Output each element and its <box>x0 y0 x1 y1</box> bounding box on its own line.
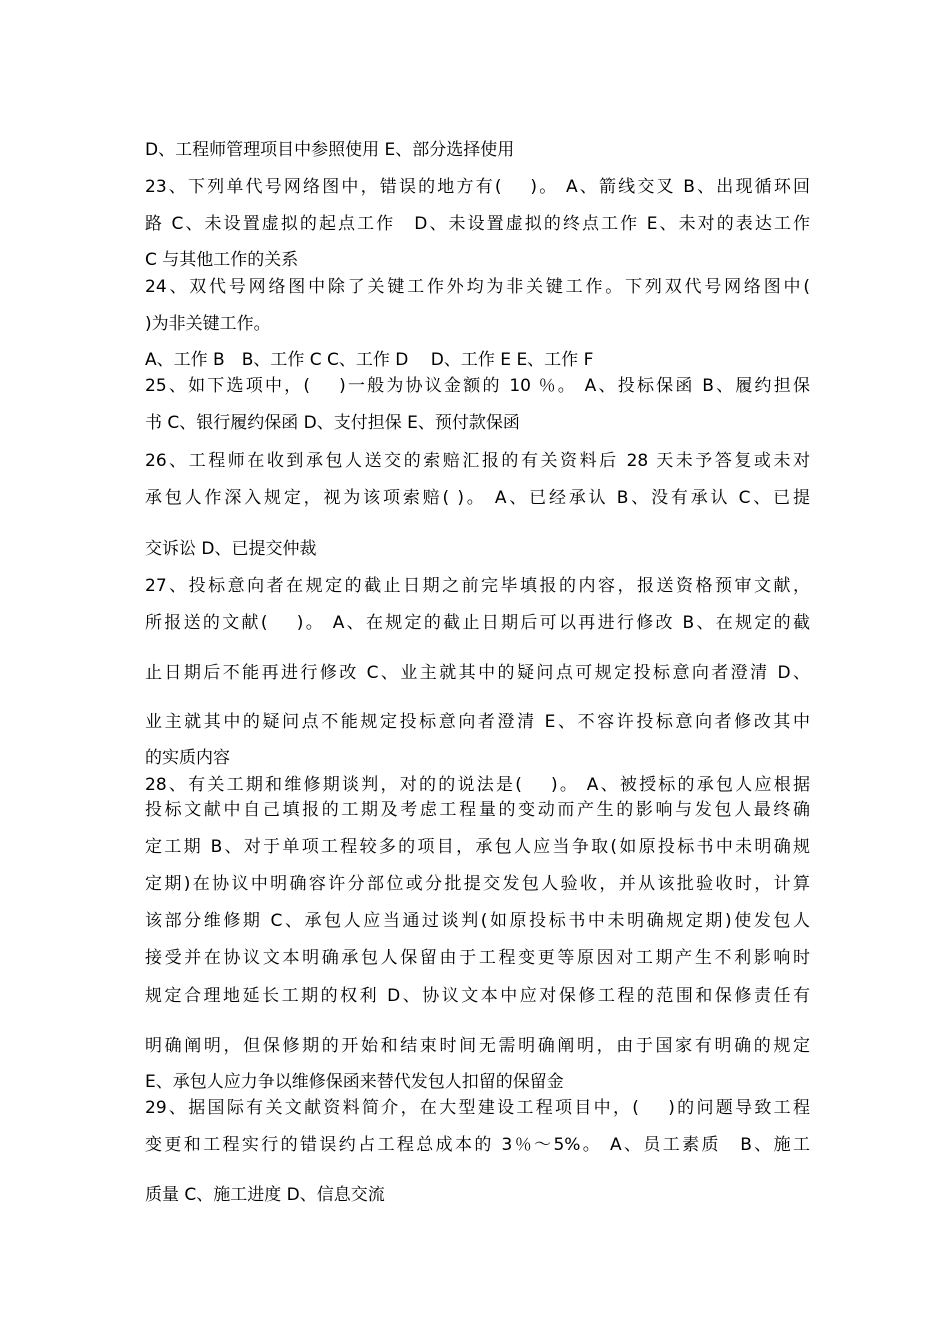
text-line: 的实质内容 <box>145 748 230 768</box>
text-line: A、工作 B B、工作 C C、工作 D D、工作 E E、工作 F <box>145 350 594 370</box>
text-line: 业主就其中的疑问点不能规定投标意向者澄清 E、不容许投标意向者修改其中 <box>145 712 810 732</box>
text-line: 质量 C、施工进度 D、信息交流 <box>145 1185 385 1205</box>
text-line: 规定合理地延长工期的权利 D、协议文本中应对保修工程的范围和保修责任有 <box>145 986 810 1006</box>
text-line: 明确阐明，但保修期的开始和结束时间无需明确阐明，由于国家有明确的规定 <box>145 1036 810 1056</box>
text-line: 投标文献中自己填报的工期及考虑工程量的变动而产生的影响与发包人最终确 <box>145 800 810 820</box>
text-line: 24、双代号网络图中除了关键工作外均为非关键工作。下列双代号网络图中( <box>145 277 810 297</box>
text-line: D、工程师管理项目中参照使用 E、部分选择使用 <box>145 140 515 160</box>
text-line: 25、如下选项中，( )一般为协议金额的 10 ％。 A、投标保函 B、履约担保 <box>145 376 810 396</box>
text-line: 定工期 B、对于单项工程较多的项目，承包人应当争取(如原投标书中未明确规 <box>145 837 810 857</box>
text-line: 26、工程师在收到承包人送交的索赔汇报的有关资料后 28 天未予答复或未对 <box>145 451 810 471</box>
text-line: 29、据国际有关文献资料简介，在大型建设工程项目中，( )的问题导致工程 <box>145 1098 810 1118</box>
text-line: 变更和工程实行的错误约占工程总成本的 3％～5%。 A、员工素质 B、施工 <box>145 1135 810 1155</box>
text-line: 28、有关工期和维修期谈判，对的的说法是( )。 A、被授标的承包人应根据 <box>145 775 810 795</box>
text-line: 所报送的文献( )。 A、在规定的截止日期后可以再进行修改 B、在规定的截 <box>145 613 810 633</box>
text-line: 书 C、银行履约保函 D、支付担保 E、预付款保函 <box>145 413 520 433</box>
text-line: C 与其他工作的关系 <box>145 250 299 270</box>
text-line: 定期)在协议中明确容许分部位或分批提交发包人验收，并从该批验收时，计算 <box>145 874 810 894</box>
text-line: 路 C、未设置虚拟的起点工作 D、未设置虚拟的终点工作 E、未对的表达工作 <box>145 214 810 234</box>
text-line: E、承包人应力争以维修保函来替代发包人扣留的保留金 <box>145 1072 564 1092</box>
text-line: )为非关键工作。 <box>145 314 271 334</box>
text-line: 接受并在协议文本明确承包人保留由于工程变更等原因对工期产生不利影响时 <box>145 948 810 968</box>
text-line: 止日期后不能再进行修改 C、业主就其中的疑问点可规定投标意向者澄清 D、 <box>145 663 810 683</box>
text-line: 该部分维修期 C、承包人应当通过谈判(如原投标书中未明确规定期)使发包人 <box>145 911 810 931</box>
text-line: 27、投标意向者在规定的截止日期之前完毕填报的内容，报送资格预审文献， <box>145 576 810 596</box>
text-line: 交诉讼 D、已提交仲裁 <box>145 539 317 559</box>
text-line: 承包人作深入规定，视为该项索赔( )。 A、已经承认 B、没有承认 C、已提 <box>145 488 810 508</box>
text-line: 23、下列单代号网络图中，错误的地方有( )。 A、箭线交叉 B、出现循环回 <box>145 177 810 197</box>
